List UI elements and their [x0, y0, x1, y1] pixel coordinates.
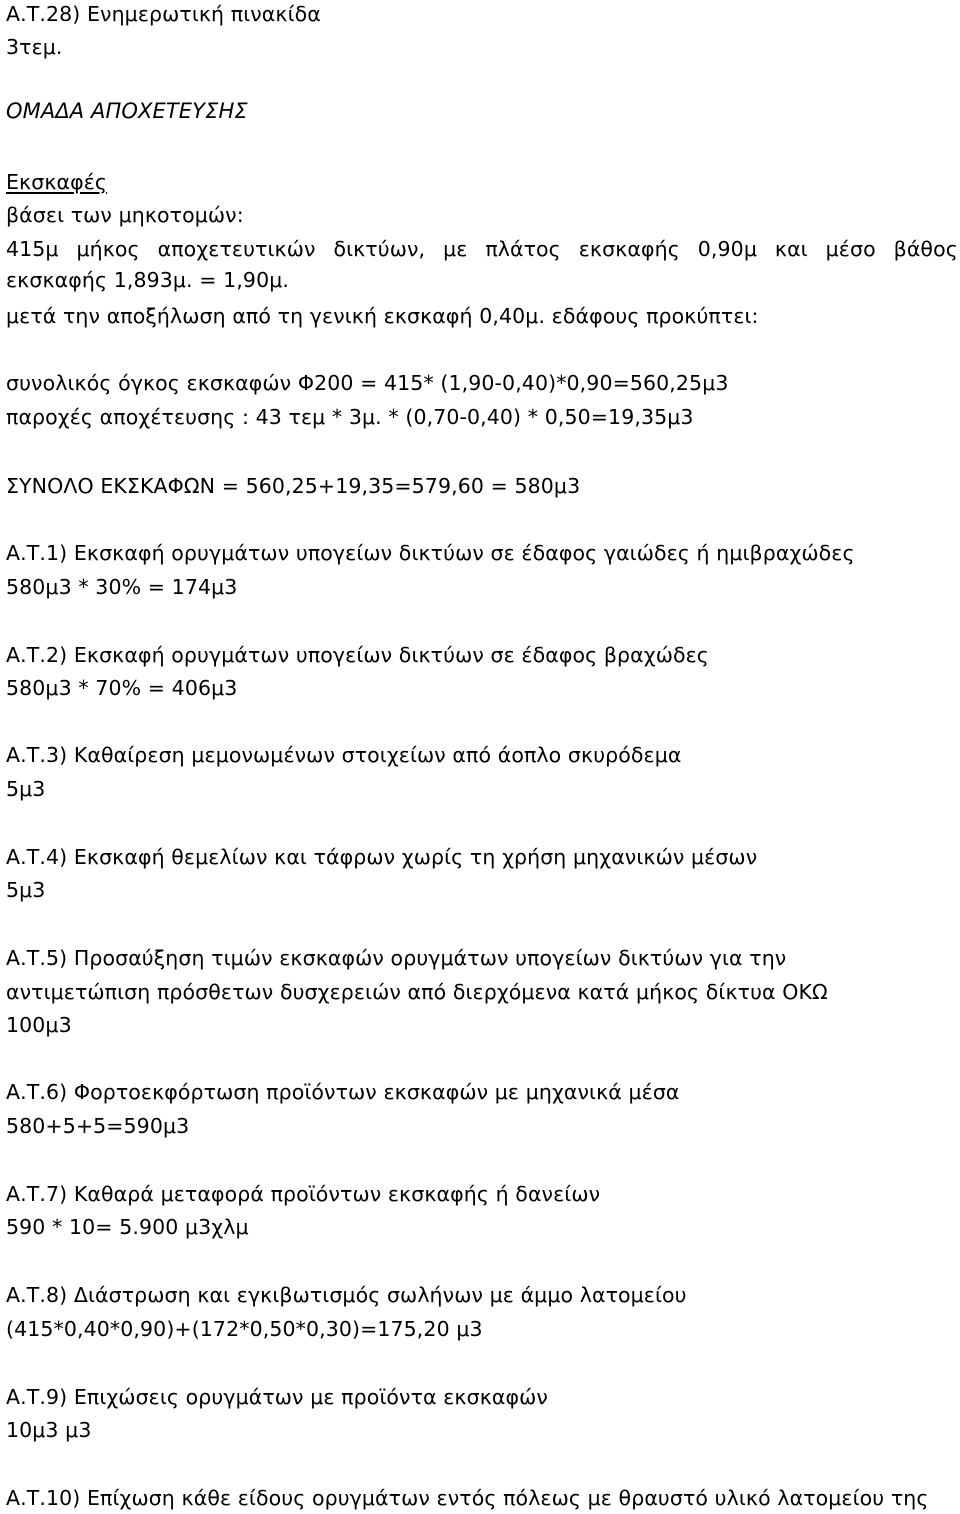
item-1-calc: 580μ3 * 30% = 174μ3 [6, 575, 238, 599]
excavation-detail-continued: εκσκαφής 1,893μ. = 1,90μ. [6, 268, 289, 292]
detail-word: δικτύων, [333, 237, 426, 261]
item-3-title: Α.Τ.3) Καθαίρεση μεμονωμένων στοιχείων από άοπλο σκυρόδεμα [6, 743, 682, 767]
connections-calculation: παροχές αποχέτευσης : 43 τεμ * 3μ. * (0,70-0,40) * 0,50=19,35μ3 [6, 405, 694, 429]
item-28-quantity: 3τεμ. [6, 35, 63, 59]
item-2-calc: 580μ3 * 70% = 406μ3 [6, 676, 238, 700]
excavation-total: ΣΥΝΟΛΟ ΕΚΣΚΑΦΩΝ = 560,25+19,35=579,60 = 580μ3 [6, 474, 581, 498]
excavation-intro: βάσει των μηκοτομών: [6, 203, 244, 227]
after-demolition-text: μετά την αποξήλωση από τη γενική εκσκαφή 0,40μ. εδάφους προκύπτει: [6, 304, 759, 328]
item-7-title: Α.Τ.7) Καθαρά μεταφορά προϊόντων εκσκαφής ή δανείων [6, 1182, 601, 1206]
item-8-calc: (415*0,40*0,90)+(172*0,50*0,30)=175,20 μ3 [6, 1317, 483, 1341]
detail-word: πλάτος [485, 237, 561, 261]
detail-word: 0,90μ [697, 237, 757, 261]
detail-word: μέσο [825, 237, 876, 261]
item-5-title: Α.Τ.5) Προσαύξηση τιμών εκσκαφών ορυγμάτων υπογείων δικτύων για την [6, 946, 787, 970]
item-5-title-continued: αντιμετώπιση πρόσθετων δυσχερειών από διερχόμενα κατά μήκος δίκτυα ΟΚΩ [6, 980, 828, 1004]
detail-word: 415μ [6, 237, 59, 261]
item-1-title: Α.Τ.1) Εκσκαφή ορυγμάτων υπογείων δικτύων σε έδαφος γαιώδες ή ημιβραχώδες [6, 541, 855, 565]
item-5-calc: 100μ3 [6, 1013, 72, 1037]
excavation-heading: Εκσκαφές [6, 170, 108, 194]
item-9-title: Α.Τ.9) Επιχώσεις ορυγμάτων με προϊόντα εκσκαφών [6, 1385, 548, 1409]
item-8-title: Α.Τ.8) Διάστρωση και εγκιβωτισμός σωλήνων με άμμο λατομείου [6, 1283, 687, 1307]
item-7-calc: 590 * 10= 5.900 μ3χλμ [6, 1215, 249, 1239]
item-3-calc: 5μ3 [6, 777, 46, 801]
item-4-calc: 5μ3 [6, 878, 46, 902]
detail-word: και [774, 237, 808, 261]
excavation-detail-line [6, 235, 958, 263]
section-title: ΟΜΑΔΑ ΑΠΟΧΕΤΕΥΣΗΣ [6, 99, 248, 123]
item-28-title: Α.Τ.28) Ενημερωτική πινακίδα [6, 2, 321, 26]
item-6-title: Α.Τ.6) Φορτοεκφόρτωση προϊόντων εκσκαφών με μηχανικά μέσα [6, 1080, 680, 1104]
detail-word: με [443, 237, 468, 261]
item-6-calc: 580+5+5=590μ3 [6, 1114, 190, 1138]
detail-word: εκσκαφής [578, 237, 680, 261]
item-2-title: Α.Τ.2) Εκσκαφή ορυγμάτων υπογείων δικτύων σε έδαφος βραχώδες [6, 643, 709, 667]
item-9-calc: 10μ3 μ3 [6, 1418, 92, 1442]
item-10-title: Α.Τ.10) Επίχωση κάθε είδους ορυγμάτων εντός πόλεως με θραυστό υλικό λατομείου της [6, 1486, 929, 1510]
item-4-title: Α.Τ.4) Εκσκαφή θεμελίων και τάφρων χωρίς τη χρήση μηχανικών μέσων [6, 845, 758, 869]
volume-calculation: συνολικός όγκος εκσκαφών Φ200 = 415* (1,90-0,40)*0,90=560,25μ3 [6, 371, 729, 395]
detail-word: μήκος [76, 237, 140, 261]
detail-word: βάθος [893, 237, 958, 261]
detail-word: αποχετευτικών [157, 237, 316, 261]
